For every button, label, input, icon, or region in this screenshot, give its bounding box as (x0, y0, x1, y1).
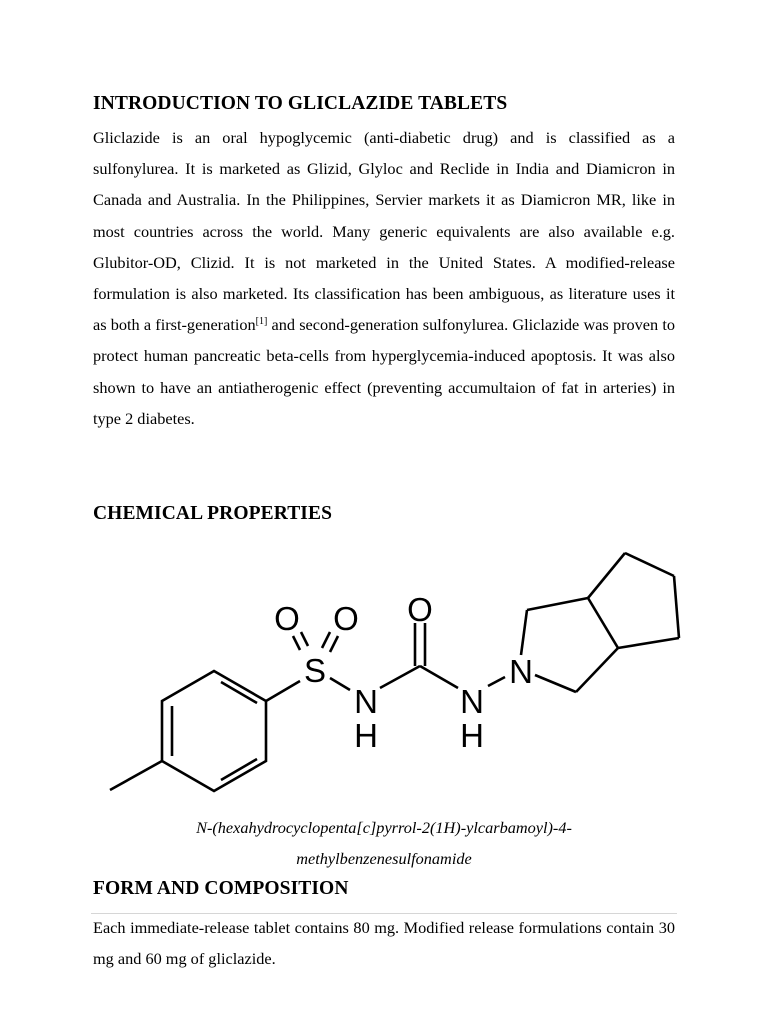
sulfur-nitrogen-bond (330, 678, 350, 690)
carbon-nitrogen-bond (420, 666, 458, 688)
section-heading-introduction: INTRODUCTION TO GLICLAZIDE TABLETS (93, 93, 508, 114)
form-composition-paragraph: Each immediate-release tablet contains 80 mg. Modified release formulations contain 30 mg and 60 mg of gliclazide. (93, 918, 675, 969)
gliclazide-structure-diagram (0, 530, 768, 800)
cyclopentane-bond-3 (674, 576, 679, 638)
nitrogen-nitrogen-bond (488, 677, 505, 686)
introduction-paragraph (93, 122, 675, 434)
atom-nitrogen-2: N (460, 683, 484, 720)
section-heading-chemical-properties: CHEMICAL PROPERTIES (93, 503, 333, 524)
reference-marker[interactable]: [1] (255, 316, 268, 328)
pyrrolidine-bond-4 (576, 648, 618, 692)
cyclopentane-bond-2 (625, 553, 674, 576)
atom-oxygen-1: O (274, 600, 300, 637)
structure-caption (93, 812, 675, 874)
introduction-text-part1: Gliclazide is an oral hypoglycemic (anti-diabetic drug) and is classified as a sulfonylurea. It is marketed as Glizid, Glyloc and Reclide in India and Diamicron in Canada and Australia. In the Philippines, Servier markets it as Diamicron MR, like in most countries across the world. Many generic equivalents are also available e.g. Glubitor-OD, Clizid. It is not marketed in the United States. A modified-release formulation is also marketed. Its classification has been ambiguous, as literature uses it as both a first-generation (93, 128, 675, 335)
pyrrolidine-bond-1 (521, 610, 527, 655)
ring-sulfur-bond (266, 681, 300, 701)
cyclopentane-bond-1 (588, 553, 625, 598)
methyl-bond (110, 761, 162, 790)
introduction-text-part2: and second-generation sulfonylurea. Gliclazide was proven to protect human pancreatic beta-cells from hyperglycemia-induced apoptosis. It was also shown to have an antiatherogenic effect (preventing accumultaion of fat in arteries) in type 2 diabetes. (93, 315, 676, 428)
sulfur-oxygen-double-bond-2b (330, 636, 338, 652)
sulfur-oxygen-double-bond-1a (293, 636, 300, 650)
atom-nitrogen-1: N (354, 683, 378, 720)
atom-hydrogen-1: H (354, 717, 378, 754)
sulfur-oxygen-double-bond-1b (301, 632, 308, 646)
cyclopentane-bond-4 (618, 638, 679, 648)
atom-hydrogen-2: H (460, 717, 484, 754)
atom-nitrogen-3: N (509, 653, 533, 690)
section-heading-form-composition: FORM AND COMPOSITION (93, 878, 349, 899)
caption-line-1: N-(hexahydrocyclopenta[c]pyrrol-2(1H)-ylcarbamoyl)-4- (196, 818, 572, 837)
pyrrolidine-bond-5 (535, 675, 576, 692)
sulfur-oxygen-double-bond-2a (322, 632, 330, 648)
atom-oxygen-carbonyl: O (407, 591, 433, 628)
pyrrolidine-bond-3 (588, 598, 618, 648)
benzene-ring (162, 671, 266, 791)
nitrogen-carbon-bond (380, 666, 420, 688)
caption-line-2: methylbenzenesulfonamide (296, 849, 472, 868)
pyrrolidine-bond-2 (527, 598, 588, 610)
atom-sulfur: S (303, 652, 327, 689)
atom-oxygen-2: O (333, 600, 359, 637)
